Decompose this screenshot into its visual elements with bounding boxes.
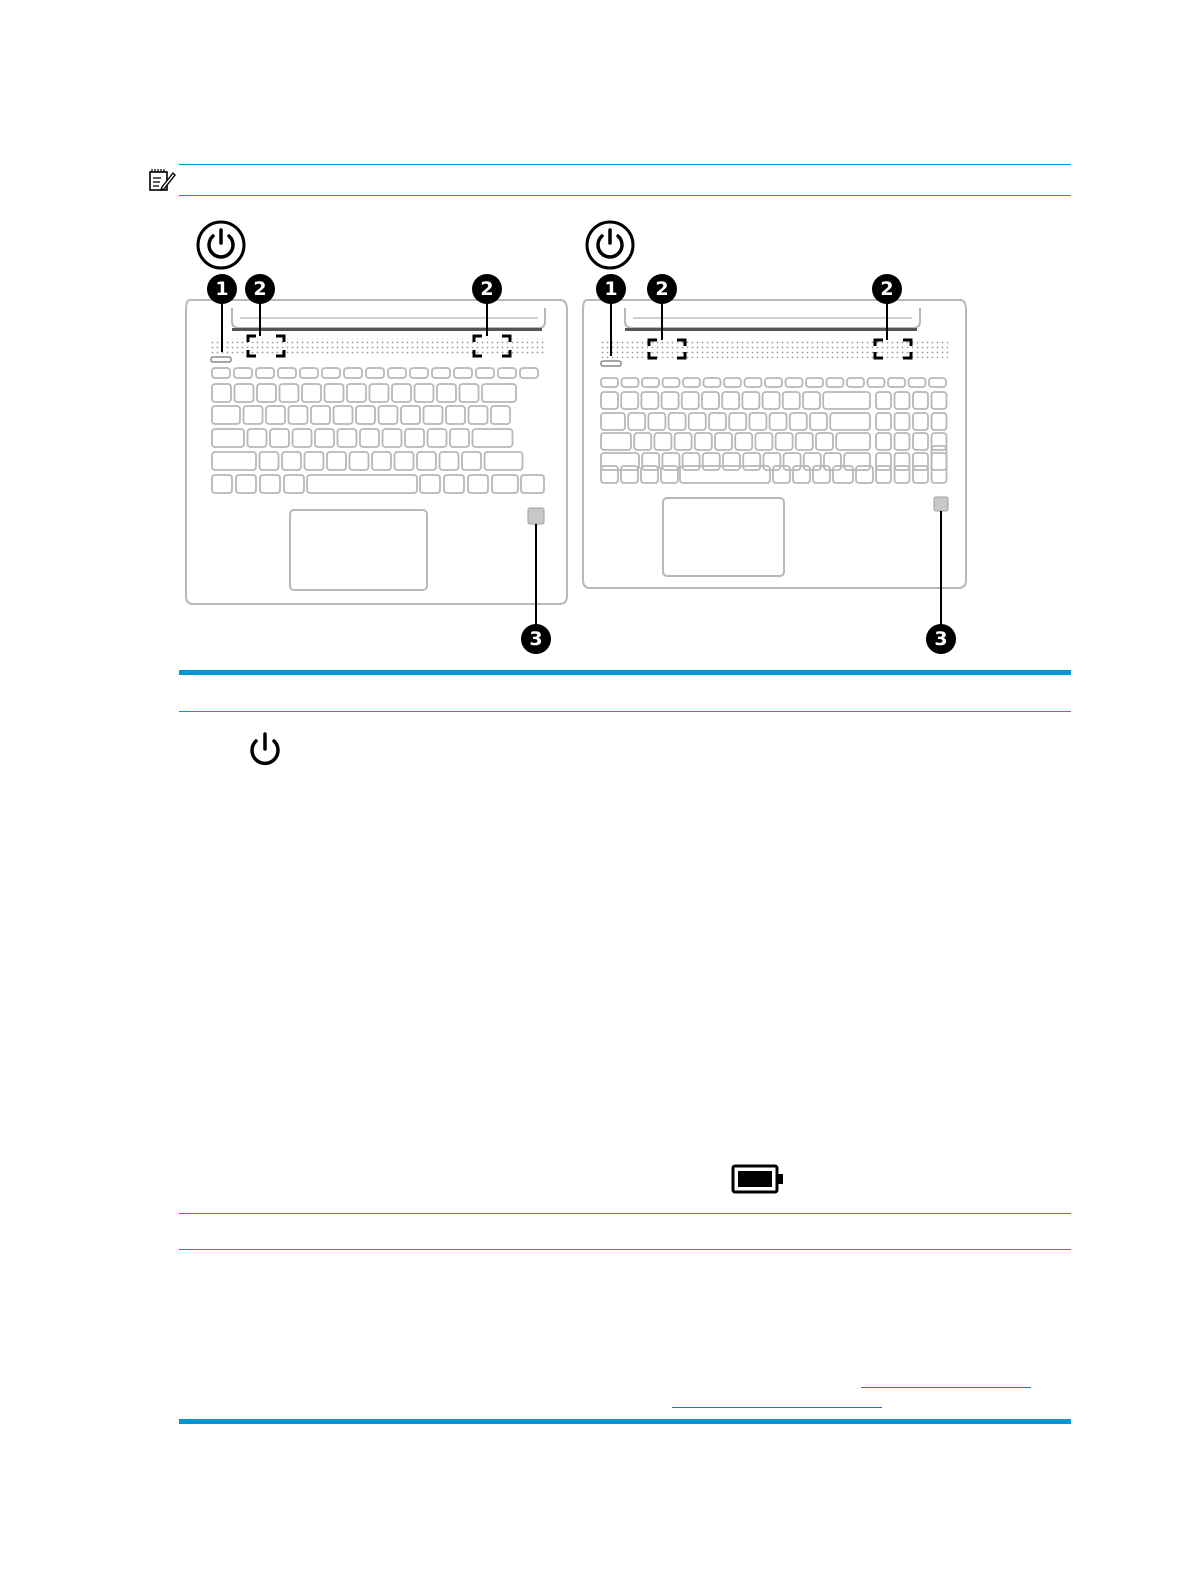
keyboard-key	[833, 466, 853, 483]
keyboard-key	[325, 384, 344, 402]
keyboard-key	[307, 475, 417, 493]
keyboard-key	[913, 466, 928, 483]
keys-left	[212, 368, 544, 493]
keyboard-key	[836, 433, 870, 450]
keyboard-key	[816, 433, 833, 450]
keyboard-key	[689, 413, 706, 430]
keyboard-key	[621, 392, 638, 409]
keyboard-key	[642, 378, 659, 387]
keyboard-key	[311, 406, 330, 424]
keyboard-key	[432, 368, 450, 378]
keyboard-key	[628, 413, 645, 430]
keyboard-key	[909, 378, 926, 387]
keyboard-key	[420, 475, 440, 493]
keyboard-key	[755, 433, 772, 450]
keyboard-key	[784, 453, 801, 470]
keyboard-key	[662, 392, 679, 409]
keyboard-key	[212, 452, 256, 470]
keyboard-key	[356, 406, 375, 424]
keyboard-key	[888, 378, 905, 387]
keyboard-key	[770, 413, 787, 430]
callout-speaker-right-a: 2	[647, 274, 677, 304]
keyboard-key	[806, 378, 823, 387]
keyboard-key	[895, 392, 910, 409]
keyboard-key	[468, 475, 488, 493]
keyboard-key	[212, 406, 240, 424]
keyboard-key	[383, 429, 402, 447]
keyboard-key	[913, 433, 928, 450]
keyboard-key	[763, 392, 780, 409]
keyboard-key	[895, 433, 910, 450]
keyboard-key	[876, 453, 891, 470]
keyboard-key	[876, 413, 891, 430]
keyboard-key	[260, 452, 279, 470]
keyboard-key	[322, 368, 340, 378]
power-icon	[198, 222, 244, 268]
keyboard-key	[395, 452, 414, 470]
keyboard-key	[634, 433, 651, 450]
callout-power-light-left: 1	[207, 274, 237, 304]
keyboard-key	[790, 413, 807, 430]
keyboard-key	[498, 368, 516, 378]
keyboard-key	[440, 452, 459, 470]
power-icon	[587, 222, 633, 268]
keyboard-key	[683, 378, 700, 387]
table1-bottom-rule	[179, 1213, 1071, 1214]
keyboard-key	[786, 378, 803, 387]
keyboard-key	[745, 378, 762, 387]
keyboard-key	[823, 392, 870, 409]
keyboard-key	[244, 406, 263, 424]
power-icon	[246, 730, 284, 768]
keyboard-key	[212, 429, 244, 447]
keyboard-key	[876, 466, 891, 483]
keyboard-key	[293, 429, 312, 447]
keyboard-key	[913, 453, 928, 470]
keyboard-key	[722, 392, 739, 409]
keyboard-key	[305, 452, 324, 470]
callout-power-light-right: 1	[596, 274, 626, 304]
keyboard-key	[932, 433, 947, 450]
keyboard-key	[876, 392, 891, 409]
keyboard-key	[773, 466, 790, 483]
keyboard-key	[454, 368, 472, 378]
keyboard-key	[278, 368, 296, 378]
keyboard-key	[280, 384, 299, 402]
hyperlink-underline[interactable]	[861, 1387, 1031, 1388]
keyboard-key	[876, 433, 891, 450]
keyboard-key	[847, 378, 864, 387]
keyboard-key	[372, 452, 391, 470]
keyboard-key	[723, 453, 740, 470]
keyboard-key	[485, 452, 523, 470]
keyboard-key	[868, 378, 885, 387]
laptop-figure	[0, 200, 1189, 670]
keyboard-key	[473, 429, 513, 447]
keyboard-key	[932, 446, 947, 483]
keyboard-key	[388, 368, 406, 378]
keyboard-key	[682, 392, 699, 409]
keyboard-key	[521, 475, 544, 493]
keyboard-key	[392, 384, 411, 402]
keyboard-key	[683, 453, 700, 470]
keyboard-key	[234, 368, 252, 378]
keyboard-key	[793, 466, 810, 483]
keyboard-key	[284, 475, 304, 493]
keyboard-key	[654, 433, 671, 450]
keyboard-key	[428, 429, 447, 447]
keyboard-key	[520, 368, 538, 378]
keyboard-key	[895, 413, 910, 430]
keyboard-key	[765, 378, 782, 387]
keyboard-key	[895, 466, 910, 483]
callout-fingerprint-left: 3	[521, 624, 551, 654]
keyboard-key	[601, 466, 618, 483]
keyboard-key	[401, 406, 420, 424]
keyboard-key	[622, 378, 639, 387]
keyboard-key	[257, 384, 276, 402]
keyboard-key	[236, 475, 256, 493]
keyboard-key	[315, 429, 334, 447]
battery-icon	[731, 1164, 785, 1194]
keyboard-key	[709, 413, 726, 430]
keyboard-key	[350, 452, 369, 470]
keyboard-key	[300, 368, 318, 378]
keyboard-key	[370, 384, 389, 402]
keyboard-key	[460, 384, 479, 402]
callout-speaker-left-a: 2	[245, 274, 275, 304]
keyboard-key	[491, 406, 510, 424]
keyboard-key	[724, 378, 741, 387]
keyboard-key	[827, 378, 844, 387]
keyboard-key	[749, 413, 766, 430]
callout-speaker-left-b: 2	[472, 274, 502, 304]
keyboard-key	[366, 368, 384, 378]
keyboard-key	[327, 452, 346, 470]
keyboard-key	[282, 452, 301, 470]
keyboard-key	[663, 378, 680, 387]
keyboard-key	[462, 452, 481, 470]
keyboard-key	[235, 384, 254, 402]
keyboard-key	[260, 475, 280, 493]
keyboard-key	[347, 384, 366, 402]
keyboard-key	[715, 433, 732, 450]
keyboard-key	[289, 406, 308, 424]
keyboard-key	[415, 384, 434, 402]
keyboard-key	[702, 392, 719, 409]
keyboard-key	[742, 392, 759, 409]
keys-right	[601, 378, 947, 483]
keyboard-key	[256, 368, 274, 378]
keyboard-key	[729, 413, 746, 430]
keyboard-key	[212, 475, 232, 493]
keyboard-key	[476, 368, 494, 378]
keyboard-key	[695, 433, 712, 450]
keyboard-key	[803, 392, 820, 409]
callout-fingerprint-right: 3	[926, 624, 956, 654]
keyboard-key	[932, 453, 947, 470]
keyboard-key	[417, 452, 436, 470]
keyboard-key	[810, 413, 827, 430]
keyboard-key	[669, 413, 686, 430]
keyboard-key	[444, 475, 464, 493]
note-bottom-rule	[179, 195, 1071, 196]
keyboard-key	[360, 429, 379, 447]
keyboard-key	[830, 413, 870, 430]
keyboard-key	[783, 392, 800, 409]
keyboard-key	[482, 384, 516, 402]
keyboard-key	[344, 368, 362, 378]
keyboard-key	[270, 429, 289, 447]
keyboard-key	[450, 429, 469, 447]
keyboard-key	[248, 429, 267, 447]
keyboard-key	[601, 453, 639, 470]
keyboard-key	[913, 392, 928, 409]
note-icon	[148, 167, 176, 193]
keyboard-key	[743, 453, 760, 470]
keyboard-key	[334, 406, 353, 424]
table1-top-rule	[179, 670, 1071, 675]
keyboard-key	[601, 392, 618, 409]
keyboard-key	[648, 413, 665, 430]
table2-header-rule	[179, 1249, 1071, 1250]
keyboard-key	[621, 466, 638, 483]
keyboard-key	[763, 453, 780, 470]
table2-bottom-rule	[179, 1419, 1071, 1424]
keyboard-key	[601, 378, 618, 387]
keyboard-key	[424, 406, 443, 424]
keyboard-key	[932, 413, 947, 430]
hyperlink-underline[interactable]	[672, 1407, 882, 1408]
keyboard-key	[446, 406, 465, 424]
keyboard-key	[680, 466, 770, 483]
keyboard-key	[932, 392, 947, 409]
keyboard-key	[469, 406, 488, 424]
keyboard-key	[641, 392, 658, 409]
keyboard-key	[929, 378, 946, 387]
keyboard-key	[405, 429, 424, 447]
keyboard-key	[776, 433, 793, 450]
keyboard-key	[410, 368, 428, 378]
keyboard-key	[266, 406, 285, 424]
callout-speaker-right-b: 2	[872, 274, 902, 304]
keyboard-key	[895, 453, 910, 470]
keyboard-key	[302, 384, 321, 402]
note-top-rule	[179, 164, 1071, 165]
keyboard-key	[601, 413, 625, 430]
keyboard-key	[492, 475, 518, 493]
keyboard-key	[703, 453, 720, 470]
keyboard-key	[437, 384, 456, 402]
keyboard-key	[735, 433, 752, 450]
keyboard-key	[796, 433, 813, 450]
keyboard-key	[601, 433, 631, 450]
keyboard-key	[913, 413, 928, 430]
table1-header-rule	[179, 711, 1071, 712]
keyboard-key	[675, 433, 692, 450]
keyboard-key	[212, 368, 230, 378]
keyboard-key	[379, 406, 398, 424]
keyboard-key	[704, 378, 721, 387]
keyboard-key	[338, 429, 357, 447]
keyboard-key	[212, 384, 231, 402]
